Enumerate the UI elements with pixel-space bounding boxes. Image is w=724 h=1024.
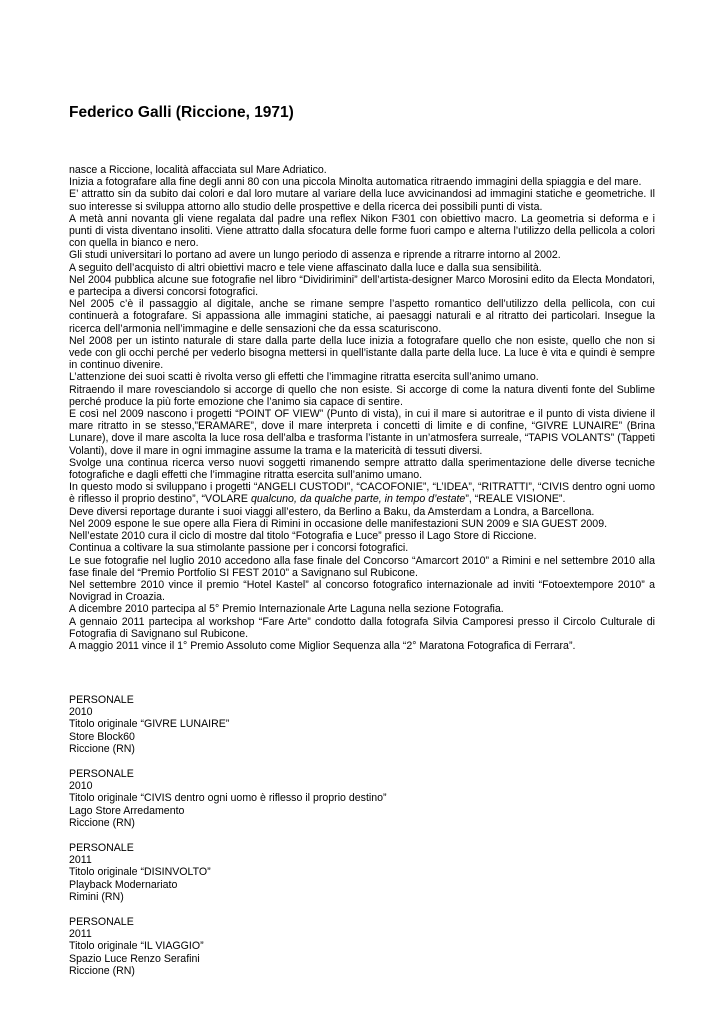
bio-paragraph: Inizia a fotografare alla fine degli anni 80 con una piccola Minolta automatica ritraendo immagini della spiaggia e del mare. <box>69 176 642 189</box>
bio-paragraph: A metà anni novanta gli viene regalata dal padre una reflex Nikon F301 con obiettivo macro. La geometria si deforma e i punti di vista diventano insoliti. Viene attratto dalla sfocatura delle forme fuori campo e alterna l’utilizzo della pellicola a colori con quella in bianco e nero. <box>69 212 655 250</box>
exhibition-entry <box>69 916 655 977</box>
bio-paragraph: A maggio 2011 vince il 1° Premio Assoluto come Miglior Sequenza alla “2° Maratona Fotografica di Ferrara”. <box>69 639 576 652</box>
bio-paragraph: Svolge una continua ricerca verso nuovi soggetti rimanendo sempre attratto dalla sperimentazione delle diverse tecniche fotografiche e dagli effetti che l’immagine ritratta esercita sull’animo umano. <box>69 456 655 482</box>
exhibition-year: 2011 <box>69 854 92 867</box>
bio-paragraph: A seguito dell’acquisto di altri obiettivi macro e tele viene affascinato dalla luce e dalla sua sensibilità. <box>69 261 542 274</box>
bio-paragraph: Le sue fotografie nel luglio 2010 accedono alla fase finale del Concorso “Amarcort 2010” a Rimini e nel settembre 2010 alla fase finale del “Premio Portfolio SI FEST 2010” a Savignano sul Rubicone. <box>69 554 655 579</box>
document-title: Federico Galli (Riccione, 1971) <box>69 104 294 121</box>
exhibition-year: 2011 <box>69 928 92 941</box>
bio-paragraph: Nel settembre 2010 vince il premio “Hotel Kastel” al concorso fotografico internazionale ad inviti “Fotoextempore 2010” a Novigrad in Croazia. <box>69 578 655 604</box>
exhibition-entry <box>69 842 655 903</box>
exhibition-type: PERSONALE <box>69 694 134 706</box>
bio-paragraph: Ritraendo il mare rovesciandolo si accorge di quello che non esiste. Si accorge di come la natura diventi fonte del Sublime perché produce la più forte emozione che l’animo sia capace di sentire. <box>69 383 655 408</box>
exhibition-title: Titolo originale “GIVRE LUNAIRE” <box>69 718 230 731</box>
exhibition-entry <box>69 768 655 829</box>
bio-paragraph: Nel 2005 c’è il passaggio al digitale, anche se rimane sempre l’aspetto romantico dell’utilizzo della pellicola, con cui continuerà a fotografare. Si appassiona alle immagini statiche, ai paesaggi naturali e al ritratto dei particolari. Insegue la ricerca dell’armonia nell’immagine e delle sensazioni che da essa scaturiscono. <box>69 298 655 335</box>
exhibition-year: 2010 <box>69 706 93 719</box>
bio-paragraph: Nell’estate 2010 cura il ciclo di mostre dal titolo “Fotografia e Luce” presso il Lago Store di Riccione. <box>69 530 537 543</box>
bio-paragraph: A gennaio 2011 partecipa al workshop “Fare Arte” condotto dalla fotografa Silvia Camporesi presso il Circolo Culturale di Fotografia di Savignano sul Rubicone. <box>69 615 655 640</box>
bio-paragraph: Continua a coltivare la sua stimolante passione per i concorsi fotografici. <box>69 542 409 555</box>
exhibition-type: PERSONALE <box>69 768 134 781</box>
bio-paragraph: Nel 2009 espone le sue opere alla Fiera di Rimini in occasione delle manifestazioni SUN 2009 e SIA GUEST 2009. <box>69 517 608 530</box>
exhibition-city: Rimini (RN) <box>69 890 124 903</box>
biography <box>69 164 655 652</box>
projects-text-italic: qualcuno, da qualche parte, in tempo d’estate <box>250 493 466 506</box>
bio-paragraph: nasce a Riccione, località affacciata sul Mare Adriatico. <box>69 164 327 176</box>
exhibition-venue: Lago Store Arredamento <box>69 804 185 817</box>
projects-text-start: In questo modo si sviluppano i progetti “ANGELI CUSTODI”, “CACOFONIE”, “L’IDEA”, “RITRATTI”, “CIVIS dentro ogni uomo è riflesso il proprio destino”, “VOLARE <box>69 481 655 506</box>
projects-text-end: ”, “REALE VISIONE”. <box>465 493 566 506</box>
bio-paragraph: E così nel 2009 nascono i progetti “POINT OF VIEW” (Punto di vista), in cui il mare si autoritrae e il punto di vista diviene il mare ritratto in se stesso,”ERAMARE”, dove il mare interpreta i concetti di limite e di confine, “GIVRE LUNAIRE” (Brina Lunare), dove il mare ascolta la luce rosa dell’alba e trasforma l’istante in un’atmosfera surreale, “TAPIS VOLANTS” (Tappeti Volanti), dove il mare in ogni immagine assume la trama e la matericità di tessuti diversi. <box>69 408 655 457</box>
bio-paragraph: L’attenzione dei suoi scatti è rivolta verso gli effetti che l’immagine ritratta esercita sull’animo umano. <box>69 371 539 384</box>
exhibition-title: Titolo originale “DISINVOLTO” <box>69 866 211 879</box>
exhibition-type: PERSONALE <box>69 842 134 855</box>
exhibition-title: Titolo originale “CIVIS dentro ogni uomo è riflesso il proprio destino” <box>69 792 387 805</box>
exhibition-title: Titolo originale “IL VIAGGIO” <box>69 940 204 953</box>
bio-paragraph: Nel 2008 per un istinto naturale di stare dalla parte della luce inizia a fotografare quello che non esiste, quello che non si vede con gli occhi perché per vederlo bisogna mettersi in quell’istante dalla parte della luce. La luce è vita e quindi è sempre in continuo divenire. <box>69 334 655 372</box>
exhibition-year: 2010 <box>69 780 93 793</box>
bio-paragraph-projects <box>69 481 655 505</box>
bio-paragraph: A dicembre 2010 partecipa al 5° Premio Internazionale Arte Laguna nella sezione Fotografia. <box>69 603 504 616</box>
exhibition-venue: Playback Modernariato <box>69 878 178 891</box>
exhibition-venue: Spazio Luce Renzo Serafini <box>69 952 200 965</box>
bio-paragraph: Deve diversi reportage durante i suoi viaggi all’estero, da Berlino a Baku, da Amsterdam a Londra, a Barcellona. <box>69 505 595 518</box>
bio-paragraph: Gli studi universitari lo portano ad avere un lungo periodo di assenza e riprende a ritrarre intorno al 2002. <box>69 249 561 262</box>
exhibition-city: Riccione (RN) <box>69 742 135 755</box>
exhibition-entry <box>69 694 655 755</box>
exhibition-type: PERSONALE <box>69 916 134 929</box>
exhibition-venue: Store Block60 <box>69 730 135 743</box>
exhibitions-list <box>69 694 655 990</box>
bio-paragraph: E’ attratto sin da subito dai colori e dal loro mutare al variare della luce avvicinandosi ad immagini statiche e geometriche. Il suo interesse si sviluppa attorno allo studio delle prospettive e della ricerca dei possibili punti di vista. <box>69 188 655 213</box>
bio-paragraph: Nel 2004 pubblica alcune sue fotografie nel libro “Dividirimini” dell’artista-designer Marco Morosini edito da Electa Mondatori, e partecipa a diversi concorsi fotografici. <box>69 273 655 299</box>
exhibition-city: Riccione (RN) <box>69 816 135 829</box>
exhibition-city: Riccione (RN) <box>69 964 135 977</box>
